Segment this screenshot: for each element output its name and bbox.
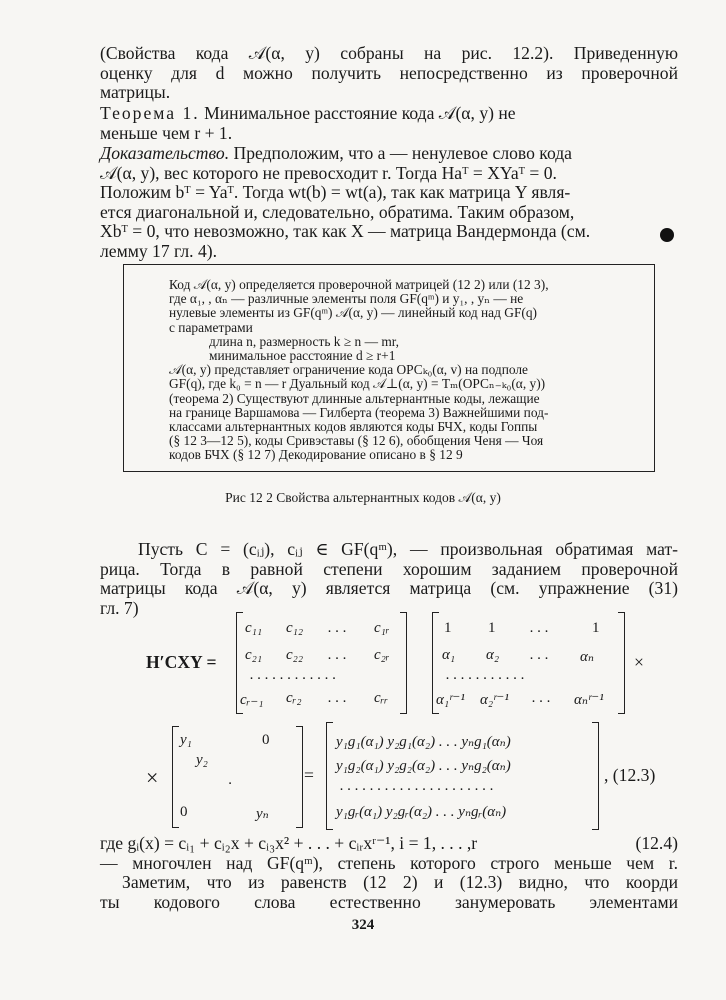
matrix-cell: . . . bbox=[328, 647, 347, 663]
middle-paragraph bbox=[100, 540, 678, 618]
matrix-bracket-right bbox=[400, 612, 407, 714]
equation-lhs: H′CXY = bbox=[146, 652, 217, 672]
matrix-cell: c₁₂ bbox=[286, 620, 304, 636]
proof-text: Положим bᵀ = Yaᵀ. Тогда wt(b) = wt(a), так как матрица Y явля- bbox=[100, 182, 571, 202]
proof-text: Xbᵀ = 0, что невозможно, так как X — матрица Вандермонда (см. bbox=[100, 221, 591, 241]
box-line: нулевые элементы из GF(qᵐ) 𝒜(α, y) — линейный код над GF(q) bbox=[169, 305, 538, 321]
matrix-cell: α₂ʳ⁻¹ bbox=[480, 692, 509, 708]
matrix-row: y₁g₂(α₁) y₂g₂(α₂) . . . yₙg₂(αₙ) bbox=[336, 758, 511, 774]
proof-text: лемму 17 гл. 4). bbox=[100, 240, 217, 261]
matrix-cell: cᵣ₂ bbox=[286, 690, 302, 706]
matrix-cell: 0 bbox=[262, 732, 270, 748]
matrix-dots: . . . . . . . . . . . . bbox=[250, 667, 337, 683]
matrix-bracket-right bbox=[618, 612, 625, 714]
times-sign: × bbox=[634, 652, 644, 672]
top-paragraph bbox=[100, 44, 678, 103]
matrix-cell: . . . bbox=[530, 620, 549, 636]
box-line: минимальное расстояние d ≥ r+1 bbox=[209, 348, 396, 364]
matrix-cell: . . . bbox=[328, 620, 347, 636]
matrix-cell: c₁₁ bbox=[245, 620, 263, 636]
proof-text: 𝒜(α, y), вес которого не превосходит r. Тогда Haᵀ = XYaᵀ = 0. bbox=[100, 162, 557, 183]
matrix-cell: y₁ bbox=[180, 732, 192, 748]
matrix-row: y₁gᵣ(α₁) y₂gᵣ(α₂) . . . yₙgᵣ(αₙ) bbox=[336, 804, 507, 820]
proof bbox=[100, 144, 678, 261]
equals-sign: = bbox=[304, 765, 314, 785]
page-number: 324 bbox=[351, 917, 375, 933]
matrix-cell: c₂₁ bbox=[245, 647, 263, 663]
matrix-cell: 1 bbox=[592, 620, 600, 636]
matrix-bracket-left bbox=[326, 722, 333, 830]
matrix-bracket-right bbox=[296, 726, 303, 828]
text-line: Заметим, что из равенств (12 2) и (12.3) видно, что коорди bbox=[122, 872, 678, 892]
box-line: классами альтернантных кодов являются коды БЧХ, коды Гоппы bbox=[169, 419, 538, 435]
proof-label: Доказательство. bbox=[100, 143, 230, 163]
matrix-cell: αₙʳ⁻¹ bbox=[574, 692, 604, 708]
text-line: Пусть C = (cᵢⱼ), cᵢⱼ ∈ GF(qᵐ), — произвольная обратимая мат- bbox=[138, 539, 678, 559]
box-line: (теорема 2) Существуют длинные альтернантные коды, лежащие bbox=[169, 390, 540, 406]
text-line: ты кодового слова естественно занумеровать элементами bbox=[100, 891, 678, 912]
matrix-cell: α₁ bbox=[442, 647, 456, 663]
properties-box-text bbox=[169, 278, 639, 463]
matrix-cell: c₁ᵣ bbox=[374, 620, 390, 636]
equation-number: , (12.3) bbox=[604, 765, 656, 785]
matrix-cell: yₙ bbox=[256, 806, 269, 822]
box-line: на границе Варшамова — Гилберта (теорема 3) Важнейшими под- bbox=[169, 404, 549, 420]
matrix-cell: α₁ʳ⁻¹ bbox=[436, 692, 465, 708]
text-line: матрицы. bbox=[100, 82, 171, 102]
text-line: — многочлен над GF(qᵐ), степень которого строго меньше чем r. bbox=[100, 852, 678, 873]
matrix-dots: . . . . . . . . . . . . . . . . . . . . . bbox=[340, 778, 494, 794]
matrix-cell: c₂ᵣ bbox=[374, 647, 390, 663]
box-line: 𝒜(α, y) представляет ограничение кода ОРСₖ₀(α, v) на подполе bbox=[169, 362, 529, 378]
theorem-text: меньше чем r + 1. bbox=[100, 122, 233, 143]
matrix-cell: . . . bbox=[530, 647, 549, 663]
proof-text: ется диагональной и, следовательно, обратима. Таким образом, bbox=[100, 201, 575, 222]
matrix-cell: c₂₂ bbox=[286, 647, 304, 663]
bottom-paragraph bbox=[100, 834, 678, 912]
matrix-cell: 1 bbox=[488, 620, 496, 636]
matrix-row: y₁g₁(α₁) y₂g₁(α₂) . . . yₙg₁(αₙ) bbox=[336, 734, 511, 750]
proof-text: Предположим, что a — ненулевое слово кода bbox=[229, 143, 572, 163]
box-line: где α₁, , αₙ — различные элементы поля GF(qᵐ) и y₁, , yₙ — не bbox=[169, 291, 524, 307]
box-line: с параметрами bbox=[169, 319, 253, 335]
box-line: кодов БЧХ (§ 12 7) Декодирование описано в § 12 9 bbox=[169, 447, 463, 463]
text-line: рица. Тогда в равной степени хорошим заданием проверочной bbox=[100, 558, 678, 579]
box-line: Код 𝒜(α, y) определяется проверочной матрицей (12 2) или (12 3), bbox=[169, 277, 549, 292]
matrix-cell: cᵣ₋₁ bbox=[240, 692, 264, 708]
matrix-cell: y₂ bbox=[196, 752, 208, 768]
text-line: гл. 7) bbox=[100, 597, 139, 618]
matrix-dots: . . . . . . . . . . . bbox=[446, 667, 525, 683]
matrix-cell: αₙ bbox=[580, 649, 594, 665]
matrix-bracket-left bbox=[172, 726, 179, 828]
matrix-cell: 0 bbox=[180, 804, 188, 820]
box-line: длина n, размерность k ≥ n — mr, bbox=[209, 333, 400, 349]
theorem-label: Теорема 1. bbox=[100, 103, 200, 123]
matrix-bracket-right bbox=[592, 722, 599, 830]
equation-number: (12.4) bbox=[635, 833, 678, 853]
text-line: оценку для d можно получить непосредственно из проверочной bbox=[100, 62, 678, 83]
figure-caption: Рис 12 2 Свойства альтернантных кодов 𝒜(α, y) bbox=[225, 490, 501, 505]
theorem-text: Минимальное расстояние кода 𝒜(α, y) не bbox=[199, 103, 516, 123]
text-line: матрицы кода 𝒜(α, y) является матрица (см. упражнение (31) bbox=[100, 578, 678, 598]
text-line: (Свойства кода 𝒜(α, y) собраны на рис. 12.2). Приведенную bbox=[100, 43, 678, 63]
matrix-cell: . . . bbox=[328, 690, 347, 706]
box-line: GF(q), где k₀ = n — r Дуальный код 𝒜⊥(α, y) = Tₘ(ОРСₙ₋ₖ₀(α, y)) bbox=[169, 376, 546, 392]
theorem bbox=[100, 104, 678, 143]
times-sign: × bbox=[146, 765, 159, 790]
matrix-cell: 1 bbox=[444, 620, 452, 636]
box-line: (§ 12 3—12 5), коды Сривэставы (§ 12 6), обобщения Ченя — Чоя bbox=[169, 433, 544, 449]
matrix-cell: cᵣᵣ bbox=[374, 690, 389, 706]
matrix-cell: α₂ bbox=[486, 647, 500, 663]
matrix-dots: · bbox=[228, 776, 232, 792]
equation-line: где gᵢ(x) = cᵢ₁ + cᵢ₂x + cᵢ₃x² + . . . + cᵢᵣxʳ⁻¹, i = 1, . . . ,r bbox=[100, 833, 478, 853]
qed-bullet-icon bbox=[660, 228, 674, 242]
matrix-cell: . . . bbox=[532, 690, 551, 706]
